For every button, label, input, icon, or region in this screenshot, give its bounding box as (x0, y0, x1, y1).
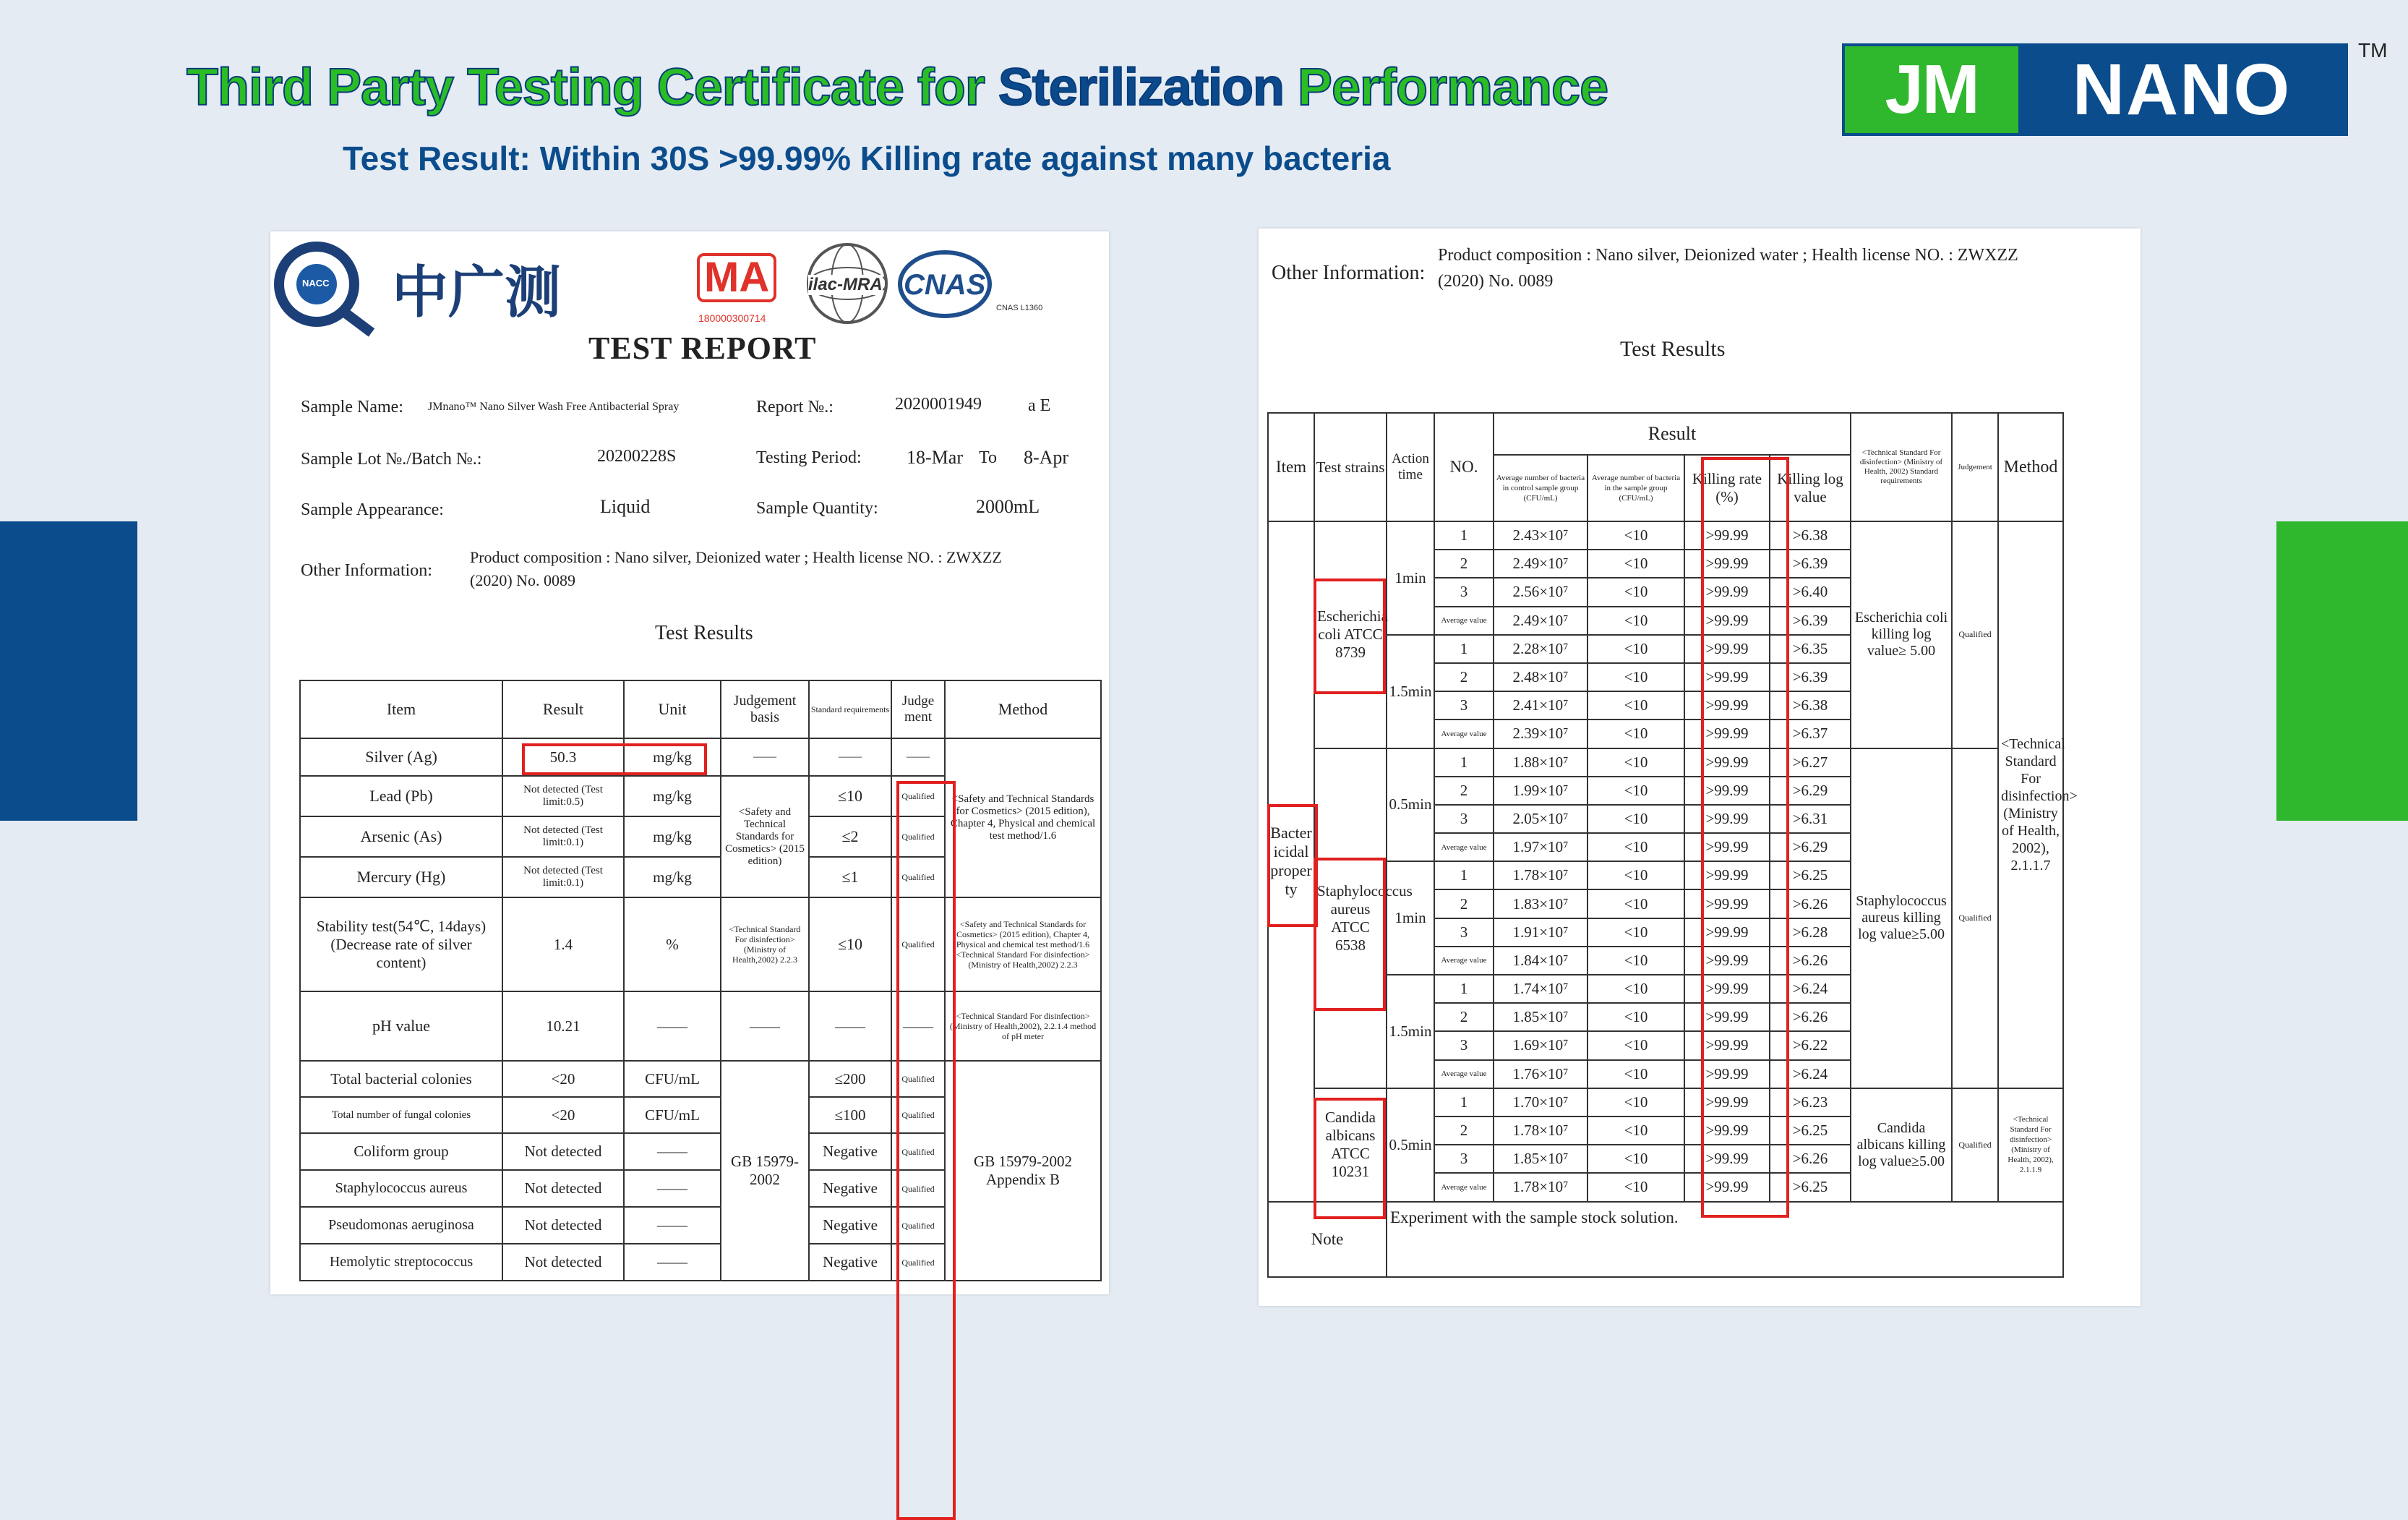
row-judge: Qualified (891, 1207, 945, 1244)
results-title: Test Results (1620, 337, 1726, 361)
lot-label: Sample Lot №./Batch №.: (301, 450, 482, 469)
control-count-cell: 2.49×10⁷ (1494, 550, 1588, 578)
row-item: Arsenic (As) (300, 816, 502, 857)
row-unit: —— (624, 1207, 721, 1244)
row-basis: GB 15979-2002 (721, 1061, 809, 1281)
row-unit: —— (624, 1244, 721, 1281)
row-standard: Negative (809, 1244, 891, 1281)
row-item: Mercury (Hg) (300, 857, 502, 897)
control-count-cell: 1.76×10⁷ (1494, 1060, 1588, 1088)
logo-nano: NANO (2018, 46, 2345, 133)
row-unit: —— (624, 991, 721, 1061)
cnas-text: CNAS (904, 269, 986, 301)
no-cell: 1 (1434, 748, 1494, 777)
kill-log-cell: >6.26 (1770, 1145, 1851, 1173)
kill-rate-cell: >99.99 (1684, 691, 1770, 720)
kill-rate-cell: >99.99 (1684, 720, 1770, 748)
no-cell: 1 (1434, 635, 1494, 663)
sample-count-cell: <10 (1588, 805, 1684, 833)
header-cell: Result (502, 680, 624, 738)
appearance-label: Sample Appearance: (301, 500, 444, 519)
control-count-cell: 1.99×10⁷ (1494, 777, 1588, 805)
sample-count-cell: <10 (1588, 889, 1684, 918)
action-time-cell: 0.5min (1387, 748, 1434, 862)
row-standard: ≤200 (809, 1061, 891, 1097)
sample-count-cell: <10 (1588, 1116, 1684, 1145)
test-results-page-2 (1259, 229, 2141, 1306)
row-method: <Safety and Technical Standards for Cosmetics> (2015 edition), Chapter 4, Physical and chemical test method/1.6 <Technical Standard For disinfection> (Ministry of Health,2002) 2.2.3 (945, 897, 1101, 991)
row-item: Total number of fungal colonies (300, 1097, 502, 1133)
jmnano-logo (1842, 43, 2348, 136)
action-time-cell: 1min (1387, 861, 1434, 975)
row-result: Not detected (502, 1244, 624, 1281)
method-cell: <Technical Standard For disinfection> (Ministry of Health, 2002), 2.1.1.9 (1998, 1088, 2063, 1202)
quantity-value: 2000mL (976, 496, 1040, 517)
report-no-label: Report №.: (756, 398, 834, 417)
sample-count-cell: <10 (1588, 720, 1684, 748)
header-judgement: Judgement (1952, 413, 1998, 521)
kill-rate-cell: >99.99 (1684, 1003, 1770, 1031)
judgement-column-highlight (896, 781, 956, 1520)
appearance-value: Liquid (600, 496, 651, 517)
kill-log-cell: >6.38 (1770, 521, 1851, 550)
sample-count-cell: <10 (1588, 691, 1684, 720)
row-method: GB 15979-2002 Appendix B (945, 1061, 1101, 1281)
row-judge: Qualified (891, 1133, 945, 1170)
header-cell: Unit (624, 680, 721, 738)
kill-rate-cell: >99.99 (1684, 861, 1770, 889)
sample-count-cell: <10 (1588, 947, 1684, 975)
period-label: Testing Period: (756, 448, 862, 467)
sample-count-cell: <10 (1588, 1173, 1684, 1201)
sample-name-value: JMnano™ Nano Silver Wash Free Antibacterial Spray (428, 401, 680, 413)
cma-number: 180000300714 (698, 312, 766, 324)
control-count-cell: 1.85×10⁷ (1494, 1145, 1588, 1173)
other-info-line2: (2020) No. 0089 (1438, 272, 1554, 291)
kill-log-cell: >6.35 (1770, 635, 1851, 663)
kill-rate-cell: >99.99 (1684, 635, 1770, 663)
row-judge: Qualified (891, 1170, 945, 1207)
kill-rate-cell: >99.99 (1684, 975, 1770, 1003)
control-count-cell: 1.83×10⁷ (1494, 889, 1588, 918)
row-standard: —— (809, 991, 891, 1061)
table-row (300, 991, 1101, 1061)
row-result: <20 (502, 1061, 624, 1097)
row-result: Not detected (502, 1170, 624, 1207)
header-strains: Test strains (1314, 413, 1387, 521)
results-title: Test Results (655, 622, 753, 644)
report-no-suffix: a E (1028, 396, 1051, 415)
kill-rate-cell: >99.99 (1684, 889, 1770, 918)
control-count-cell: 1.70×10⁷ (1494, 1088, 1588, 1116)
kill-log-cell: >6.27 (1770, 748, 1851, 777)
sample-count-cell: <10 (1588, 1003, 1684, 1031)
row-item: Pseudomonas aeruginosa (300, 1207, 502, 1244)
judgement-cell: Qualified (1952, 1088, 1998, 1202)
kill-rate-cell: >99.99 (1684, 748, 1770, 777)
row-judge: Qualified (891, 1244, 945, 1281)
table-row (1268, 1088, 2063, 1116)
other-info-line1: Product composition : Nano silver, Deionized water ; Health license NO. : ZWXZZ (1438, 246, 2018, 265)
sample-count-cell: <10 (1588, 550, 1684, 578)
no-cell: 1 (1434, 1088, 1494, 1116)
kill-rate-cell: >99.99 (1684, 1116, 1770, 1145)
action-time-cell: 0.5min (1387, 1088, 1434, 1202)
row-judge: Qualified (891, 897, 945, 991)
control-count-cell: 2.05×10⁷ (1494, 805, 1588, 833)
candida-strain-highlight (1314, 1098, 1386, 1219)
header-item: Item (1268, 413, 1314, 521)
sample-count-cell: <10 (1588, 748, 1684, 777)
standard-cell: Escherichia coli killing log value≥ 5.00 (1851, 521, 1952, 748)
row-result: 50.3 (502, 738, 624, 776)
sample-count-cell: <10 (1588, 578, 1684, 606)
no-cell: Average value (1434, 607, 1494, 635)
kill-rate-cell: >99.99 (1684, 1060, 1770, 1088)
slide-title (187, 58, 1608, 117)
strain-cell: Staphylococcus aureus ATCC 6538 (1314, 748, 1387, 1088)
row-judge: Qualified (891, 1097, 945, 1133)
sample-name-label: Sample Name: (301, 398, 403, 417)
row-standard: ≤100 (809, 1097, 891, 1133)
row-standard: Negative (809, 1133, 891, 1170)
table-row (1268, 748, 2063, 777)
sample-count-cell: <10 (1588, 521, 1684, 550)
header-action-time: Action time (1387, 413, 1434, 521)
kill-rate-cell: >99.99 (1684, 607, 1770, 635)
row-item: Staphylococcus aureus (300, 1170, 502, 1207)
no-cell: 2 (1434, 777, 1494, 805)
header-method: Method (1998, 413, 2063, 521)
no-cell: 3 (1434, 918, 1494, 947)
no-cell: 2 (1434, 1116, 1494, 1145)
row-standard: Negative (809, 1170, 891, 1207)
action-time-cell: 1.5min (1387, 975, 1434, 1088)
kill-log-cell: >6.26 (1770, 1003, 1851, 1031)
row-unit: CFU/mL (624, 1061, 721, 1097)
kill-log-cell: >6.26 (1770, 889, 1851, 918)
note-text: Experiment with the sample stock solution. (1387, 1202, 2063, 1277)
nacc-badge-text: NACC (302, 278, 330, 289)
kill-log-cell: >6.37 (1770, 720, 1851, 748)
kill-log-cell: >6.39 (1770, 550, 1851, 578)
control-count-cell: 2.41×10⁷ (1494, 691, 1588, 720)
kill-log-cell: >6.39 (1770, 607, 1851, 635)
sample-count-cell: <10 (1588, 1031, 1684, 1059)
kill-rate-cell: >99.99 (1684, 1173, 1770, 1201)
control-count-cell: 2.48×10⁷ (1494, 663, 1588, 691)
row-standard: ≤1 (809, 857, 891, 897)
control-count-cell: 1.85×10⁷ (1494, 1003, 1588, 1031)
table-row (300, 897, 1101, 991)
header-kill-log: Killing log value (1770, 455, 1851, 521)
kill-log-cell: >6.29 (1770, 777, 1851, 805)
ecoli-strain-highlight (1314, 578, 1386, 694)
row-unit: mg/kg (624, 816, 721, 857)
no-cell: 3 (1434, 1145, 1494, 1173)
no-cell: 1 (1434, 975, 1494, 1003)
title-part-green: Third Party Testing Certificate for (187, 59, 998, 116)
control-count-cell: 2.39×10⁷ (1494, 720, 1588, 748)
row-basis: —— (721, 738, 809, 776)
no-cell: 2 (1434, 1003, 1494, 1031)
no-cell: 2 (1434, 889, 1494, 918)
trademark-mark: TM (2358, 39, 2388, 61)
row-item: pH value (300, 991, 502, 1061)
no-cell: 3 (1434, 805, 1494, 833)
kill-rate-cell: >99.99 (1684, 918, 1770, 947)
no-cell: 2 (1434, 663, 1494, 691)
note-row (1268, 1202, 2063, 1277)
control-count-cell: 2.56×10⁷ (1494, 578, 1588, 606)
kill-rate-cell: >99.99 (1684, 1145, 1770, 1173)
no-cell: Average value (1434, 1060, 1494, 1088)
row-method: <Technical Standard For disinfection> (Ministry of Health,2002), 2.2.1.4 method of pH meter (945, 991, 1101, 1061)
kill-log-cell: >6.26 (1770, 947, 1851, 975)
row-judge: Qualified (891, 816, 945, 857)
row-standard: —— (809, 738, 891, 776)
row-standard: ≤2 (809, 816, 891, 857)
kill-rate-cell: >99.99 (1684, 805, 1770, 833)
kill-rate-column-highlight (1701, 457, 1789, 1218)
action-time-cell: 1.5min (1387, 635, 1434, 748)
sample-count-cell: <10 (1588, 777, 1684, 805)
kill-rate-cell: >99.99 (1684, 833, 1770, 861)
judgement-cell: Qualified (1952, 521, 1998, 748)
header-cell: Standard requirements (809, 680, 891, 738)
kill-rate-cell: >99.99 (1684, 578, 1770, 606)
no-cell: 1 (1434, 861, 1494, 889)
title-part-blue: Sterilization (998, 59, 1284, 116)
other-info-line2: (2020) No. 0089 (470, 571, 576, 589)
row-result: Not detected (Test limit:0.5) (502, 776, 624, 816)
header-control: Average number of bacteria in control sample group (CFU/mL) (1494, 455, 1588, 521)
kill-log-cell: >6.40 (1770, 578, 1851, 606)
sample-count-cell: <10 (1588, 663, 1684, 691)
header-no: NO. (1434, 413, 1494, 521)
standard-cell: Staphylococcus aureus killing log value≥5.00 (1851, 748, 1952, 1088)
kill-log-cell: >6.38 (1770, 691, 1851, 720)
row-unit: CFU/mL (624, 1097, 721, 1133)
header-kill-rate: Killing rate (%) (1684, 455, 1770, 521)
row-unit: mg/kg (624, 776, 721, 816)
row-unit: —— (624, 1133, 721, 1170)
no-cell: 3 (1434, 1031, 1494, 1059)
row-result: Not detected (502, 1133, 624, 1170)
control-count-cell: 2.43×10⁷ (1494, 521, 1588, 550)
control-count-cell: 1.78×10⁷ (1494, 1116, 1588, 1145)
header-cell: Judge ment (891, 680, 945, 738)
row-basis: —— (721, 991, 809, 1061)
quantity-label: Sample Quantity: (756, 499, 878, 518)
no-cell: 2 (1434, 550, 1494, 578)
right-accent-bar (2276, 521, 2408, 821)
kill-log-cell: >6.24 (1770, 975, 1851, 1003)
row-standard: ≤10 (809, 897, 891, 991)
kill-log-cell: >6.29 (1770, 833, 1851, 861)
row-item: Total bacterial colonies (300, 1061, 502, 1097)
table-header-row (300, 680, 1101, 738)
row-judge: —— (891, 738, 945, 776)
row-basis: <Safety and Technical Standards for Cosmetics> (2015 edition) (721, 776, 809, 897)
note-label: Note (1268, 1202, 1387, 1277)
row-result: Not detected (Test limit:0.1) (502, 857, 624, 897)
row-item: Coliform group (300, 1133, 502, 1170)
row-item: Stability test(54℃, 14days) (Decrease rate of silver content) (300, 897, 502, 991)
strain-cell: Candida albicans ATCC 10231 (1314, 1088, 1387, 1202)
slide-subtitle: Test Result: Within 30S >99.99% Killing rate against many bacteria (343, 140, 1391, 177)
row-result: Not detected (Test limit:0.1) (502, 816, 624, 857)
kill-rate-cell: >99.99 (1684, 521, 1770, 550)
standard-cell: Candida albicans killing log value≥5.00 (1851, 1088, 1952, 1202)
kill-log-cell: >6.24 (1770, 1060, 1851, 1088)
control-count-cell: 2.28×10⁷ (1494, 635, 1588, 663)
kill-rate-cell: >99.99 (1684, 550, 1770, 578)
kill-log-cell: >6.39 (1770, 663, 1851, 691)
control-count-cell: 1.78×10⁷ (1494, 861, 1588, 889)
kill-log-cell: >6.25 (1770, 1116, 1851, 1145)
kill-log-cell: >6.28 (1770, 918, 1851, 947)
row-judge: —— (891, 991, 945, 1061)
row-basis: <Technical Standard For disinfection> (Ministry of Health,2002) 2.2.3 (721, 897, 809, 991)
test-report-page (270, 231, 1109, 1294)
kill-log-cell: >6.25 (1770, 861, 1851, 889)
control-count-cell: 2.49×10⁷ (1494, 607, 1588, 635)
header-result: Result (1494, 413, 1851, 455)
title-part-green-end: Performance (1283, 59, 1608, 116)
sample-count-cell: <10 (1588, 635, 1684, 663)
staph-strain-highlight (1314, 858, 1386, 1011)
no-cell: Average value (1434, 720, 1494, 748)
header-cell: Item (300, 680, 502, 738)
row-unit: —— (624, 1170, 721, 1207)
control-count-cell: 1.78×10⁷ (1494, 1173, 1588, 1201)
control-count-cell: 1.88×10⁷ (1494, 748, 1588, 777)
cnas-number: CNAS L1360 (996, 304, 1043, 312)
row-judge: Qualified (891, 1061, 945, 1097)
other-info-label: Other Information: (1272, 262, 1426, 284)
kill-rate-cell: >99.99 (1684, 777, 1770, 805)
control-count-cell: 1.69×10⁷ (1494, 1031, 1588, 1059)
control-count-cell: 1.74×10⁷ (1494, 975, 1588, 1003)
sample-count-cell: <10 (1588, 607, 1684, 635)
row-unit: mg/kg (624, 857, 721, 897)
kill-log-cell: >6.23 (1770, 1088, 1851, 1116)
row-result: Not detected (502, 1207, 624, 1244)
row-judge: Qualified (891, 776, 945, 816)
row-item: Hemolytic streptococcus (300, 1244, 502, 1281)
action-time-cell: 1min (1387, 521, 1434, 635)
bactericidal-results-table (1267, 412, 2078, 1278)
row-item: Lead (Pb) (300, 776, 502, 816)
sample-count-cell: <10 (1588, 1145, 1684, 1173)
cma-mark: MA (697, 253, 776, 302)
sample-count-cell: <10 (1588, 918, 1684, 947)
row-result: 1.4 (502, 897, 624, 991)
row-standard: ≤10 (809, 776, 891, 816)
silver-result-highlight (522, 743, 707, 775)
kill-rate-cell: >99.99 (1684, 663, 1770, 691)
header-standard: <Technical Standard For disinfection> (Ministry of Health, 2002) Standard requirements (1851, 413, 1952, 521)
row-result: 10.21 (502, 991, 624, 1061)
kill-rate-cell: >99.99 (1684, 1088, 1770, 1116)
control-count-cell: 1.84×10⁷ (1494, 947, 1588, 975)
no-cell: Average value (1434, 947, 1494, 975)
kill-rate-cell: >99.99 (1684, 947, 1770, 975)
no-cell: Average value (1434, 833, 1494, 861)
judgement-cell: Qualified (1952, 748, 1998, 1088)
row-item: Silver (Ag) (300, 738, 502, 776)
kill-log-cell: >6.22 (1770, 1031, 1851, 1059)
row-result: <20 (502, 1097, 624, 1133)
row-judge: Qualified (891, 857, 945, 897)
row-unit: % (624, 897, 721, 991)
control-count-cell: 1.97×10⁷ (1494, 833, 1588, 861)
control-count-cell: 1.91×10⁷ (1494, 918, 1588, 947)
sample-count-cell: <10 (1588, 975, 1684, 1003)
row-unit: mg/kg (624, 738, 721, 776)
period-from: 18-Mar (907, 447, 963, 468)
other-info-label: Other Information: (301, 561, 432, 580)
method-cell: <Technical Standard For disinfection> (Ministry of Health, 2002), 2.1.1.7 (1998, 521, 2063, 1088)
table-row (1268, 521, 2063, 550)
sample-count-cell: <10 (1588, 1060, 1684, 1088)
sample-count-cell: <10 (1588, 861, 1684, 889)
left-accent-bar (0, 521, 137, 821)
item-cell: Bactericidal property (1268, 521, 1314, 1202)
no-cell: Average value (1434, 1173, 1494, 1201)
header-cell: Method (945, 680, 1101, 738)
no-cell: 3 (1434, 691, 1494, 720)
ilac-mra-text: ilac-MRA (808, 275, 883, 294)
header-cell: Judgement basis (721, 680, 809, 738)
kill-rate-cell: >99.99 (1684, 1031, 1770, 1059)
sample-count-cell: <10 (1588, 833, 1684, 861)
org-chinese-name: 中广测 (392, 260, 562, 325)
period-to-label: To (979, 448, 997, 467)
period-to: 8-Apr (1024, 447, 1069, 468)
sample-count-cell: <10 (1588, 1088, 1684, 1116)
report-title: TEST REPORT (588, 330, 817, 366)
row-standard: Negative (809, 1207, 891, 1244)
kill-log-cell: >6.31 (1770, 805, 1851, 833)
table-row (300, 1061, 1101, 1097)
header-sample: Average number of bacteria in the sample group (CFU/mL) (1588, 455, 1684, 521)
lot-value: 20200228S (597, 447, 677, 466)
other-info-line1: Product composition : Nano silver, Deionized water ; Health license NO. : ZWXZZ (470, 548, 1002, 566)
kill-log-cell: >6.25 (1770, 1173, 1851, 1201)
logo-jm: JM (1845, 46, 2018, 133)
report-no-value: 2020001949 (895, 395, 982, 414)
bactericidal-item-highlight (1267, 804, 1318, 927)
row-method: <Safety and Technical Standards for Cosmetics> (2015 edition), Chapter 4, Physical and chemical test method/1.6 (945, 738, 1101, 897)
no-cell: 1 (1434, 521, 1494, 550)
no-cell: 3 (1434, 578, 1494, 606)
strain-cell: Escherichia coli ATCC 8739 (1314, 521, 1387, 748)
